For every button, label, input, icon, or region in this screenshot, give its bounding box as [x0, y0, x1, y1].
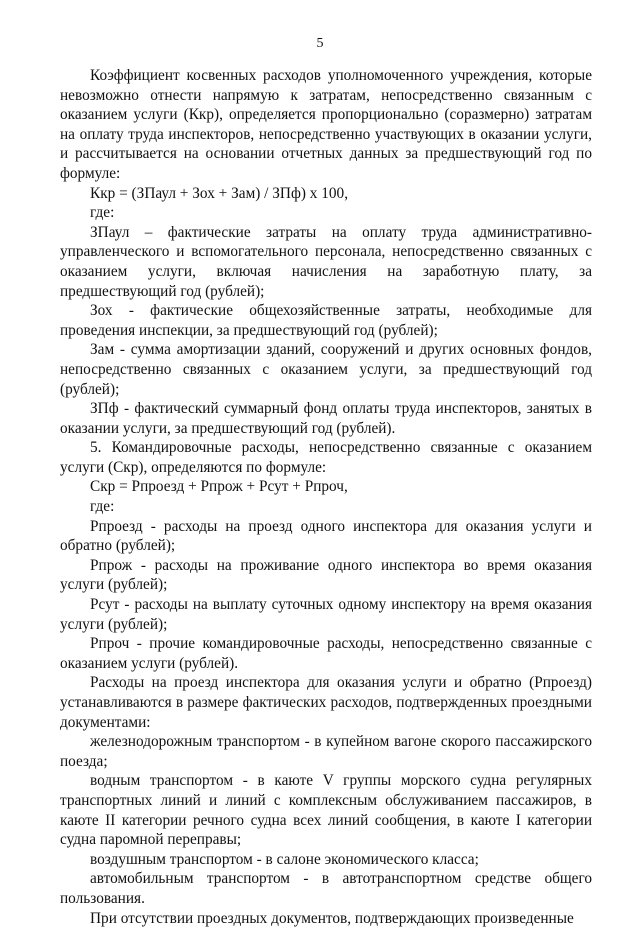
- where-label: где:: [90, 498, 115, 516]
- item-water-transport: водным транспортом - в каюте V группы морского судна регулярных транспортных линий и линий с комплексным обслуживанием пассажиров, в каюте II категории речного судна всех линий сообщения, в каюте I категории судна паромной переправы;: [60, 772, 592, 849]
- paragraph-travel-expenses: Расходы на проезд инспектора для оказания услуги и обратно (Рпроезд) устанавливаются в размере фактических расходов, подтвержденных проездными документами:: [60, 674, 592, 731]
- definition-zpf: ЗПф - фактический суммарный фонд оплаты труда инспекторов, занятых в оказании услуги, за предшествующий год (рублей).: [60, 400, 592, 437]
- item-railway-transport: железнодорожным транспортом - в купейном вагоне скорого пассажирского поезда;: [60, 733, 592, 770]
- definition-rproch: Рпроч - прочие командировочные расходы, непосредственно связанные с оказанием услуги (рублей).: [60, 635, 592, 672]
- definition-rsut: Рсут - расходы на выплату суточных одному инспектору на время оказания услуги (рублей);: [60, 596, 592, 633]
- definition-zpaul: ЗПаул – фактические затраты на оплату труда административно-управленческого и вспомогательного персонала, непосредственно связанных с оказанием услуги, включая начисления на заработную плату, за предшествующий год (рублей);: [60, 223, 592, 300]
- paragraph-no-documents: При отсутствии проездных документов, подтверждающих произведенные: [90, 909, 574, 927]
- item-air-transport: воздушным транспортом - в салоне экономического класса;: [90, 850, 479, 868]
- definition-rproezd: Рпроезд - расходы на проезд одного инспектора для оказания услуги и обратно (рублей);: [60, 517, 592, 555]
- document-body: [60, 66, 592, 928]
- page-number: 5: [316, 36, 324, 51]
- item-road-transport: автомобильным транспортом - в автотранспортном средстве общего пользования.: [60, 870, 592, 907]
- definition-zam: Зам - сумма амортизации зданий, сооружений и других основных фондов, непосредственно связанных с оказанием услуги, за предшествующий год (рублей);: [60, 341, 592, 398]
- formula-kkr: Ккр = (ЗПаул + Зох + Зам) / ЗПф) х 100,: [90, 184, 349, 202]
- paragraph-section-5: 5. Командировочные расходы, непосредственно связанные с оказанием услуги (Скр), определяются по формуле:: [60, 439, 592, 476]
- definition-zoh: Зох - фактические общехозяйственные затраты, необходимые для проведения инспекции, за предшествующий год (рублей);: [60, 302, 592, 339]
- where-label: где:: [90, 204, 115, 222]
- paragraph-kkr-intro: Коэффициент косвенных расходов уполномоченного учреждения, которые невозможно отнести напрямую к затратам, непосредственно связанным с оказанием услуги (Ккр), определяется пропорционально (соразмерно) затратам на оплату труда инспекторов, непосредственно участвующих в оказании услуги, и рассчитывается на основании отчетных данных за предшествующий год по формуле:: [60, 67, 592, 182]
- definition-rprozh: Рпрож - расходы на проживание одного инспектора во время оказания услуги (рублей);: [60, 556, 592, 594]
- formula-skr: Скр = Рпроезд + Рпрож + Рсут + Рпроч,: [90, 478, 348, 496]
